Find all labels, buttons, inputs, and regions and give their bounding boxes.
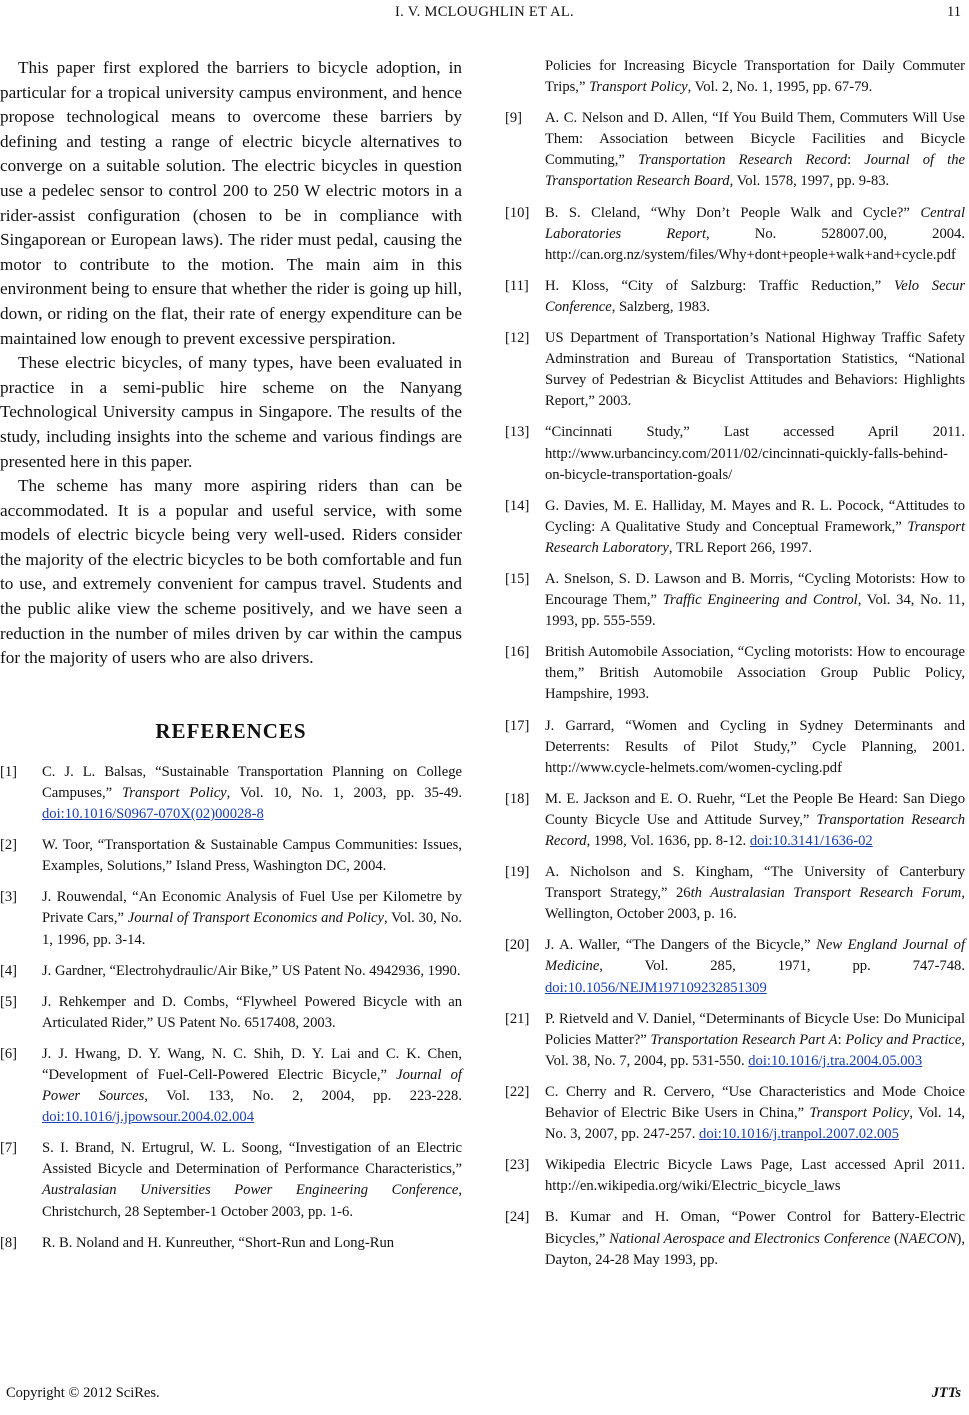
reference-text: S. I. Brand, N. Ertugrul, W. L. Soong, “Investigation of an Electric Assisted Bicycle and Determination of Performance Characteristics,” Australasian Universities Power Engineering Conference, Christchurch, 28 September-1 October 2003, pp. 1-6. xyxy=(42,1140,462,1220)
reference-number: [15] xyxy=(505,570,530,587)
reference-text: US Department of Transportation’s National Highway Traffic Safety Adminstration and Bureau of Transportation Statistics, “National Survey of Pedestrian & Bicyclist Attitudes and Behaviors: Highlights Report,” 2003. xyxy=(545,330,965,410)
reference-number: [2] xyxy=(0,837,18,854)
doi-link[interactable]: doi:10.1016/S0967-070X(02)00028-8 xyxy=(42,806,264,823)
reference-number: [7] xyxy=(0,1140,18,1157)
reference-number: [14] xyxy=(505,497,530,514)
reference-text: M. E. Jackson and E. O. Ruehr, “Let the People Be Heard: San Diego County Bicycle Use and Attitude Survey,” Transportation Research Record, 1998, Vol. 1636, pp. 8-12. doi:10.3141/1636-02 xyxy=(545,790,965,849)
doi-link[interactable]: doi:10.1016/j.tra.2004.05.003 xyxy=(748,1052,923,1069)
reference-item xyxy=(505,642,965,705)
reference-text: H. Kloss, “City of Salzburg: Traffic Reduction,” Velo Secur Conference, Salzberg, 1983. xyxy=(545,277,965,315)
reference-continuation: Policies for Increasing Bicycle Transportation for Daily Commuter Trips,” Transport Policy, Vol. 2, No. 1, 1995, pp. 67-79. xyxy=(545,58,965,96)
reference-number: [21] xyxy=(505,1010,530,1027)
right-column xyxy=(505,56,965,1281)
reference-item xyxy=(505,203,965,266)
reference-item xyxy=(505,935,965,998)
reference-item xyxy=(505,1009,965,1072)
reference-text: J. Rouwendal, “An Economic Analysis of Fuel Use per Kilometre by Private Cars,” Journal of Transport Economics and Policy, Vol. 30, No. 1, 1996, pp. 3-14. xyxy=(42,889,463,948)
reference-item xyxy=(505,422,965,485)
reference-number: [18] xyxy=(505,790,530,807)
reference-number: [6] xyxy=(0,1045,18,1062)
reference-number: [12] xyxy=(505,330,530,347)
references-heading: REFERENCES xyxy=(155,718,307,743)
reference-number: [23] xyxy=(505,1157,530,1174)
reference-item xyxy=(505,789,965,852)
reference-text: J. A. Waller, “The Dangers of the Bicycle,” New England Journal of Medicine, Vol. 285, 1971, pp. 747-748. doi:10.1056/NEJM197109232851309 xyxy=(545,937,965,996)
reference-text: R. B. Noland and H. Kunreuther, “Short-Run and Long-Run xyxy=(42,1234,395,1251)
reference-number: [9] xyxy=(505,110,523,127)
reference-text: C. Cherry and R. Cervero, “Use Characteristics and Mode Choice Behavior of Electric Bike Users in China,” Transport Policy, Vol. 14, No. 3, 2007, pp. 247-257. doi:10.1016/j.tranpol.2007.02.005 xyxy=(545,1083,965,1143)
reference-item xyxy=(505,1207,965,1270)
reference-text: J. Garrard, “Women and Cycling in Sydney Determinants and Deterrents: Results of Pilot Study,” Cycle Planning, 2001. http://www.cycle-helmets.com/women-cycling.pdf xyxy=(545,717,965,776)
reference-list-right xyxy=(505,108,965,1271)
reference-item xyxy=(0,1044,462,1128)
reference-item xyxy=(505,862,965,925)
reference-item xyxy=(0,835,462,877)
reference-item xyxy=(505,716,965,779)
page-footer xyxy=(0,1385,969,1409)
reference-item xyxy=(505,1155,965,1197)
body-paragraph: This paper first explored the barriers to bicycle adoption, in particular for a tropical university campus environment, and hence propose technological means to overcome these barriers by defining and testing a range of electric bicycle alternatives to converge on a suitable solution. The electric bicycles in question use a pedelec sensor to control 200 to 250 W electric motors in a rider-assist configuration (chosen to be in compliance with Singaporean or European laws). The rider must pedal, causing the motor to contribute to the motion. The main aim in this environment being to ensure that whether the rider is going up hill, down, or riding on the flat, their rate of energy expenditure can be maintained low enough to prevent excessive perspiration. xyxy=(0,58,462,348)
reference-text: J. J. Hwang, D. Y. Wang, N. C. Shih, D. Y. Lai and C. K. Chen, “Development of Fuel-Cell-Powered Electric Bicycle,” Journal of Power Sources, Vol. 133, No. 2, 2004, pp. 223-228. doi:10.1016/j.jpowsour.2004.02.004 xyxy=(42,1045,462,1126)
reference-text: B. S. Cleland, “Why Don’t People Walk and Cycle?” Central Laboratories Report, No. 528007.00, 2004. http://can.org.nz/system/files/Why+dont+people+walk+and+cycle.pdf xyxy=(545,204,965,263)
reference-item xyxy=(505,276,965,318)
doi-link[interactable]: doi:10.1016/j.jpowsour.2004.02.004 xyxy=(42,1109,255,1126)
page-header xyxy=(0,4,969,26)
reference-text: C. J. L. Balsas, “Sustainable Transportation Planning on College Campuses,” Transport Policy, Vol. 10, No. 1, 2003, pp. 35-49. doi:10.1016/S0967-070X(02)00028-8 xyxy=(42,763,462,823)
reference-item xyxy=(0,1138,462,1222)
reference-number: [13] xyxy=(505,424,530,441)
reference-number: [17] xyxy=(505,717,530,734)
reference-number: [24] xyxy=(505,1209,530,1226)
reference-number: [3] xyxy=(0,889,18,906)
reference-text: A. Nicholson and S. Kingham, “The University of Canterbury Transport Strategy,” 26th Australasian Transport Research Forum, Wellington, October 2003, p. 16. xyxy=(545,864,965,923)
reference-item xyxy=(0,992,462,1034)
reference-text: J. Rehkemper and D. Combs, “Flywheel Powered Bicycle with an Articulated Rider,” US Patent No. 6517408, 2003. xyxy=(42,993,462,1031)
reference-item xyxy=(0,1233,462,1254)
reference-number: [20] xyxy=(505,937,530,954)
doi-link[interactable]: doi:10.3141/1636-02 xyxy=(749,833,873,849)
reference-item xyxy=(505,1082,965,1145)
reference-text: B. Kumar and H. Oman, “Power Control for Battery-Electric Bicycles,” National Aerospace and Electronics Conference (NAECON), Dayton, 24-28 May 1993, pp. xyxy=(545,1209,966,1268)
reference-item xyxy=(505,496,965,559)
reference-item xyxy=(0,762,462,825)
reference-text: British Automobile Association, “Cycling motorists: How to encourage them,” British Automobile Association Group Public Policy, Hampshire, 1993. xyxy=(545,644,965,703)
page-number: 11 xyxy=(947,4,961,20)
reference-item xyxy=(505,569,965,632)
reference-text: G. Davies, M. E. Halliday, M. Mayes and R. L. Pocock, “Attitudes to Cycling: A Qualitative Study and Conceptual Framework,” Transport Research Laboratory, TRL Report 266, 1997. xyxy=(545,497,965,556)
journal-abbrev: JTTs xyxy=(931,1385,961,1401)
body-paragraph: These electric bicycles, of many types, have been evaluated in practice in a semi-public hire scheme on the Nanyang Technological University campus in Singapore. The results of the study, including insights into the scheme and various findings are presented here in this paper. xyxy=(0,353,462,471)
reference-number: [22] xyxy=(505,1083,530,1100)
body-paragraph: The scheme has many more aspiring riders than can be accommodated. It is a popular and useful service, with some models of electric bicycle being very well-used. Riders consider the majority of the electric bicycles to be both comfortable and fun to use, and extremely convenient for campus travel. Students and the public alike view the scheme positively, and we have seen a reduction in the number of miles driven by car within the campus for the majority of users who are also drivers. xyxy=(0,476,462,668)
reference-text: Wikipedia Electric Bicycle Laws Page, Last accessed April 2011. http://en.wikipedia.org/wiki/Electric_bicycle_laws xyxy=(545,1157,965,1195)
doi-link[interactable]: doi:10.1056/NEJM197109232851309 xyxy=(545,979,767,996)
reference-item xyxy=(505,108,965,192)
reference-text: “Cincinnati Study,” Last accessed April 2011. http://www.urbancincy.com/2011/02/cincinnati-quickly-falls-behind-on-bicycle-transportation-goals/ xyxy=(545,424,965,483)
doi-link[interactable]: doi:10.1016/j.tranpol.2007.02.005 xyxy=(699,1126,899,1143)
reference-number: [8] xyxy=(0,1234,18,1251)
reference-list-left xyxy=(0,762,462,1254)
reference-text: A. C. Nelson and D. Allen, “If You Build Them, Commuters Will Use Them: Association between Bicycle Facilities and Bicycle Commuting,” Transportation Research Record: Journal of the Transportation Research Board, Vol. 1578, 1997, pp. 9-83. xyxy=(545,110,966,190)
reference-item xyxy=(0,887,462,950)
reference-text: W. Toor, “Transportation & Sustainable Campus Communities: Issues, Examples, Solutions,” Island Press, Washington DC, 2004. xyxy=(42,837,462,875)
running-title: I. V. MCLOUGHLIN ET AL. xyxy=(395,4,574,20)
reference-number: [16] xyxy=(505,644,530,661)
reference-number: [4] xyxy=(0,962,18,979)
reference-text: J. Gardner, “Electrohydraulic/Air Bike,” US Patent No. 4942936, 1990. xyxy=(42,962,461,979)
reference-number: [10] xyxy=(505,204,530,221)
left-column xyxy=(0,56,462,1264)
reference-number: [1] xyxy=(0,763,18,780)
reference-number: [5] xyxy=(0,993,18,1010)
reference-item xyxy=(0,961,462,982)
reference-number: [11] xyxy=(505,277,529,294)
copyright-text: Copyright © 2012 SciRes. xyxy=(6,1385,160,1401)
reference-text: P. Rietveld and V. Daniel, “Determinants of Bicycle Use: Do Municipal Policies Matter?” Transportation Research Part A: Policy and Practice, Vol. 38, No. 7, 2004, pp. 531-550. doi:10.1016/j.tra.2004.05.003 xyxy=(545,1010,965,1069)
reference-item xyxy=(505,328,965,412)
reference-text: A. Snelson, S. D. Lawson and B. Morris, “Cycling Motorists: How to Encourage Them,” Traffic Engineering and Control, Vol. 34, No. 11, 1993, pp. 555-559. xyxy=(545,570,965,630)
reference-number: [19] xyxy=(505,864,530,881)
